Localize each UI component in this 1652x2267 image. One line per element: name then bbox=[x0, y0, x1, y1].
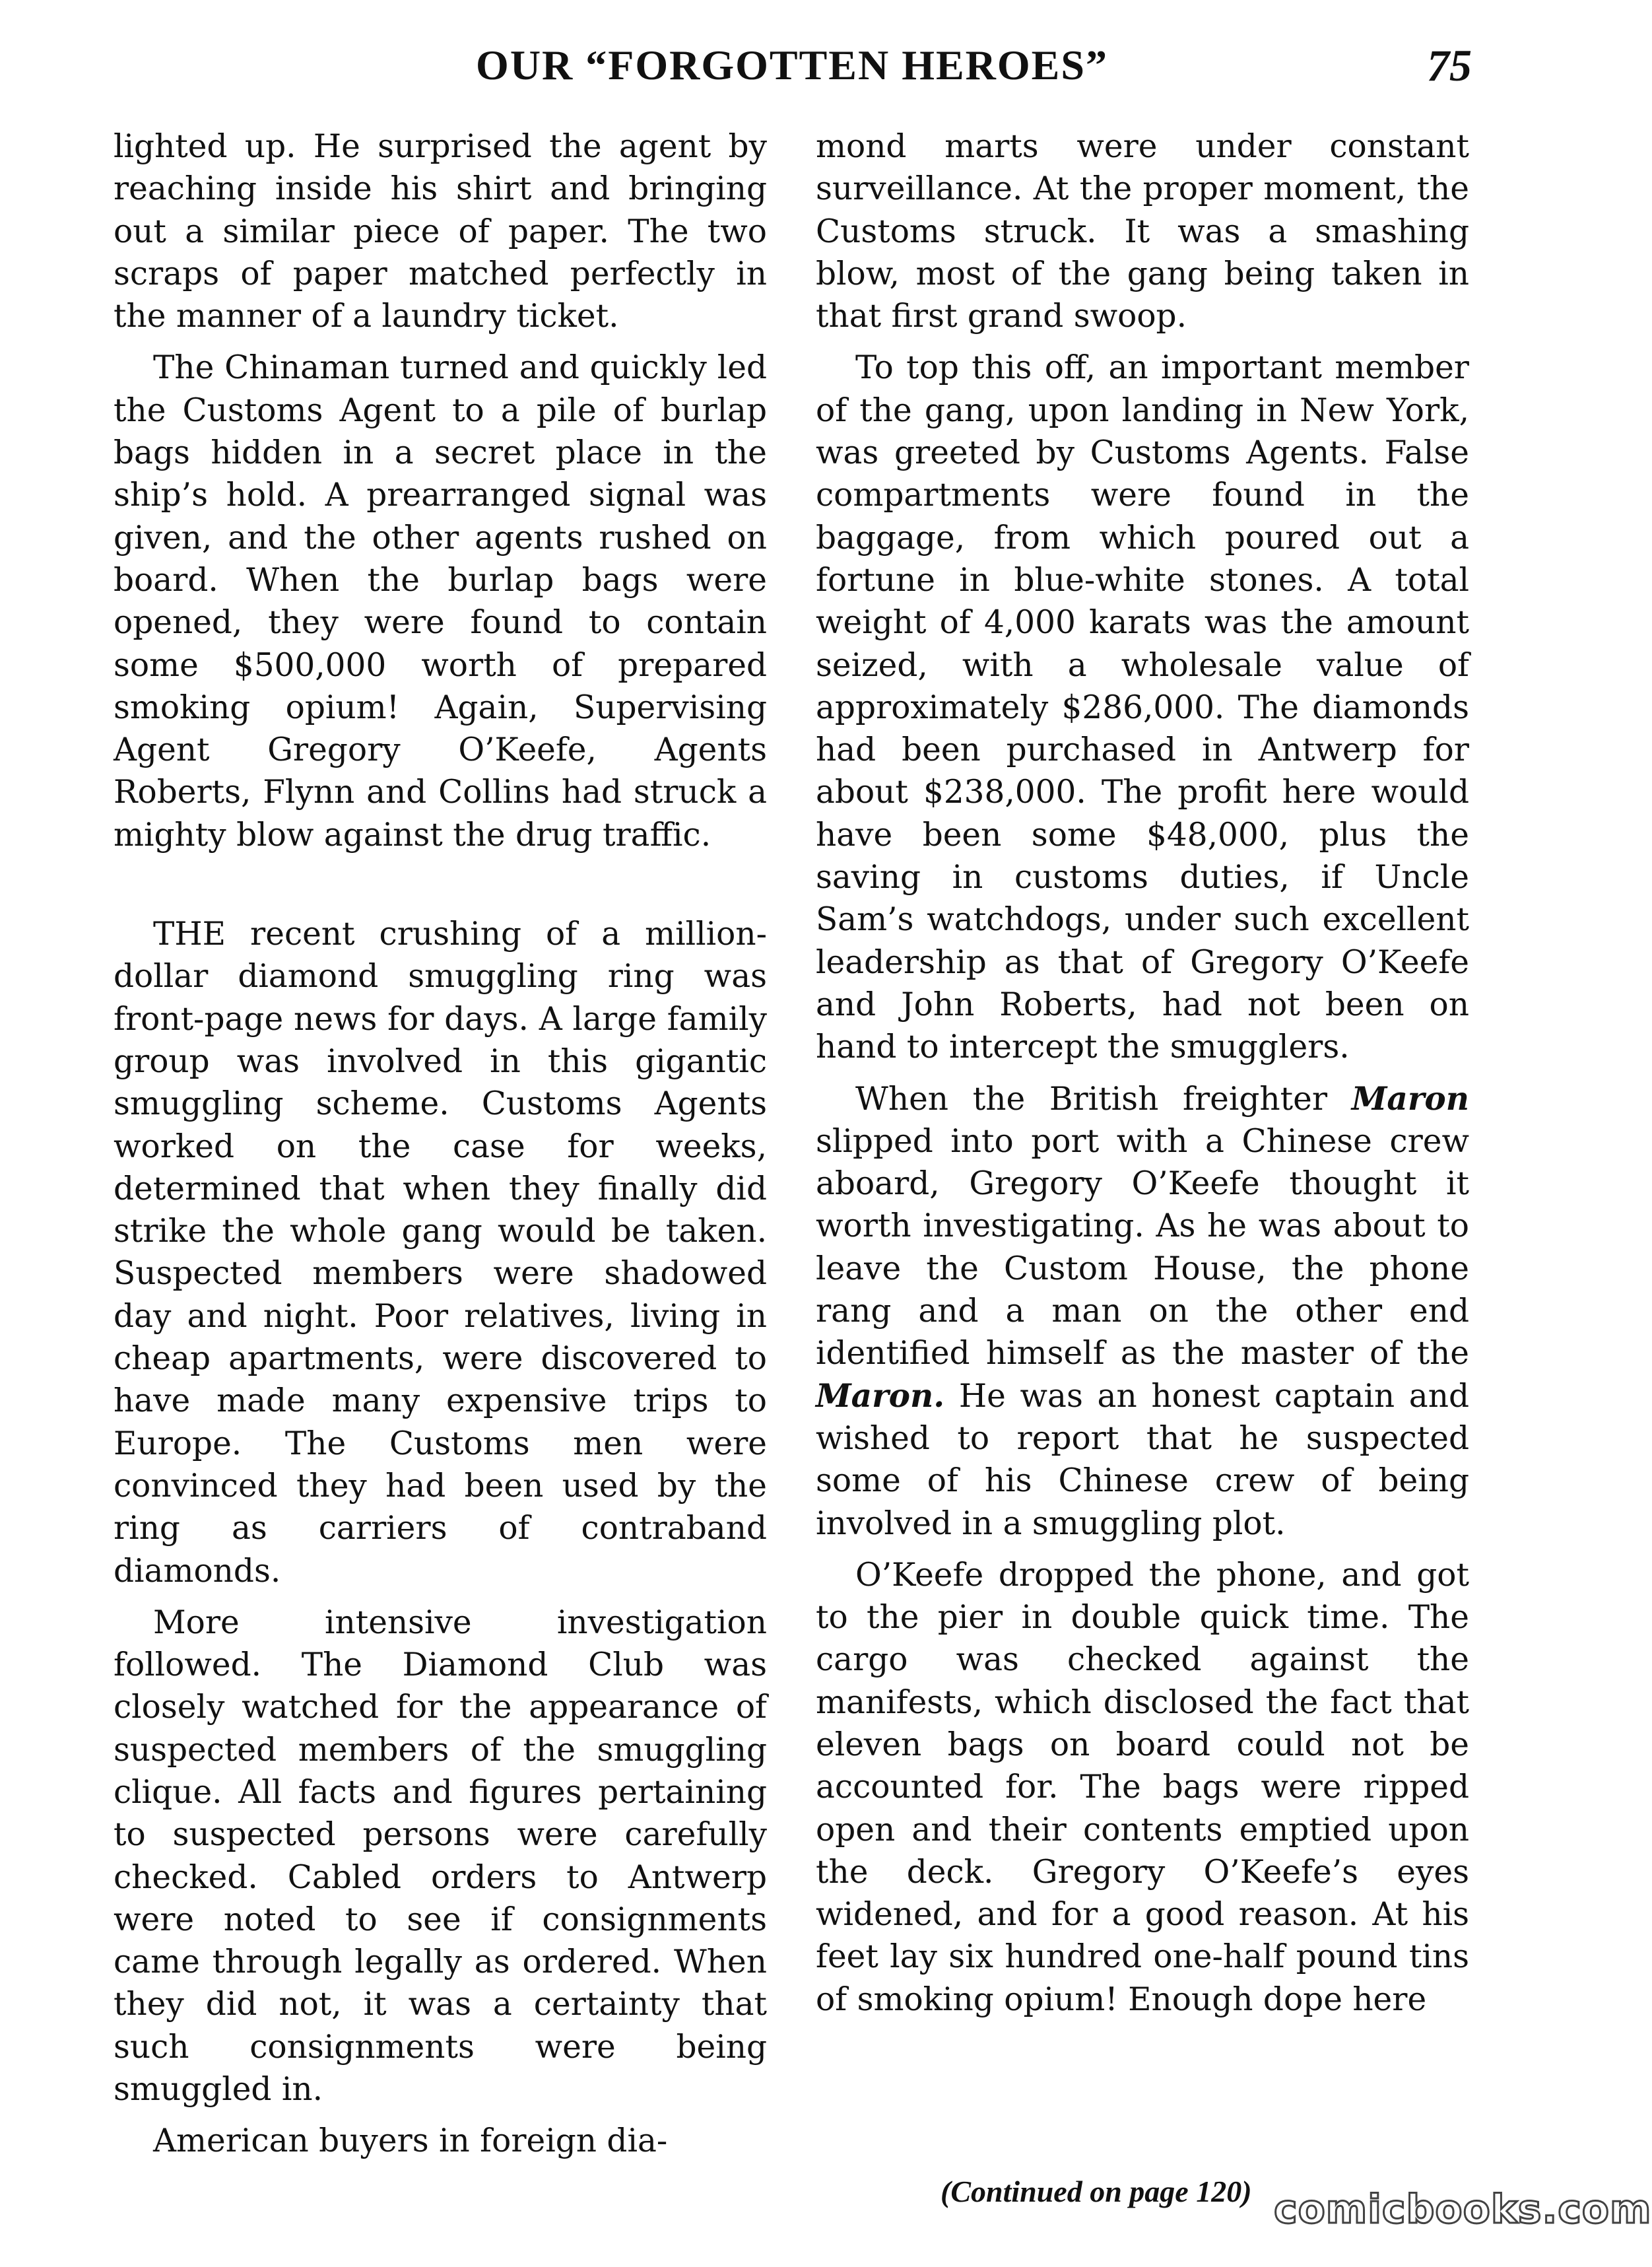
paragraph: The Chinaman turned and quickly led the Customs Agent to a pile of burlap bags hidden in a secret place in the ship’s hold. A prearranged signal was given, and the other agents rushed on board. When the burlap bags were opened, they were found to contain some $500,000 worth of prepared smoking opium! Again, Supervising Agent Gregory O’Keefe, Agents Roberts, Flynn and Collins had struck a mighty blow against the drug traffic. bbox=[114, 349, 767, 854]
paragraph: mond marts were under constant surveillance. At the proper moment, the Customs struck. It was a smashing blow, most of the gang being taken in that first grand swoop. bbox=[816, 128, 1469, 335]
ship-name: Maron. bbox=[816, 1376, 945, 1415]
paragraph bbox=[816, 1078, 1469, 1545]
left-column bbox=[114, 125, 767, 2163]
paragraph: To top this off, an important member of the gang, upon landing in New York, was greeted by Customs Agents. False compartments were found in the baggage, from which poured out a fortune in blue-white stones. A total weight of 4,000 karats was the amount seized, with a wholesale value of approximately $286,000. The diamonds had been purchased in Antwerp for about $238,000. The profit here would have been some $48,000, plus the saving in customs duties, if Uncle Sam’s watchdogs, under such excellent leadership as that of Gregory O’Keefe and John Roberts, had not been on hand to intercept the smugglers. bbox=[816, 349, 1469, 1066]
paragraph: O’Keefe dropped the phone, and got to the pier in double quick time. The cargo was checked against the manifests, which disclosed the fact that eleven bags on board could not be accounted for. The bags were ripped open and their contents emptied upon the deck. Gregory O’Keefe’s eyes widened, and for a good reason. At his feet lay six hundred one-half pound tins of smoking opium! Enough dope here bbox=[816, 1556, 1469, 2018]
text-run: He was an honest captain and wished to report that he suspected some of his Chinese crew of being involved in a smuggling plot. bbox=[816, 1377, 1469, 1542]
continued-note: (Continued on page 120) bbox=[941, 2175, 1252, 2208]
text-run: slipped into port with a Chinese crew aboard, Gregory O’Keefe thought it worth investigating. As he was about to leave the Custom House, the phone rang and a man on the other end identified himself as the master of the bbox=[816, 1122, 1469, 1372]
paragraph: More intensive investigation followed. The Diamond Club was closely watched for the appearance of suspected members of the smuggling clique. All facts and figures pertaining to suspected persons were carefully checked. Cabled orders to Antwerp were noted to see if consignments came through legally as ordered. When they did not, it was a certainty that such consignments were being smuggled in. bbox=[114, 1604, 767, 2109]
paragraph: lighted up. He surprised the agent by reaching inside his shirt and bringing out a similar piece of paper. The two scraps of paper matched perfectly in the manner of a laundry ticket. bbox=[114, 128, 767, 335]
right-column bbox=[816, 125, 1469, 2021]
page-header bbox=[112, 36, 1472, 95]
running-title: OUR “FORGOTTEN HEROES” bbox=[476, 42, 1108, 88]
paragraph: American buyers in foreign dia- bbox=[153, 2122, 668, 2160]
text-run: When the British freighter bbox=[855, 1080, 1352, 1118]
watermark: comicbooks.com bbox=[1274, 2186, 1652, 2233]
ship-name: Maron bbox=[1351, 1079, 1469, 1118]
section-opening-paragraph: THE recent crushing of a million-dollar diamond smuggling ring was front-page news for days. A large family group was involved in this gigantic smuggling scheme. Customs Agents worked on the case for weeks, determined that when they finally did strike the whole gang would be taken. Suspected members were shadowed day and night. Poor relatives, living in cheap apartments, were discovered to have made many expensive trips to Europe. The Customs men were convinced they had been used by the ring as carriers of contraband diamonds. bbox=[114, 916, 767, 1590]
page-number: 75 bbox=[1427, 40, 1472, 90]
